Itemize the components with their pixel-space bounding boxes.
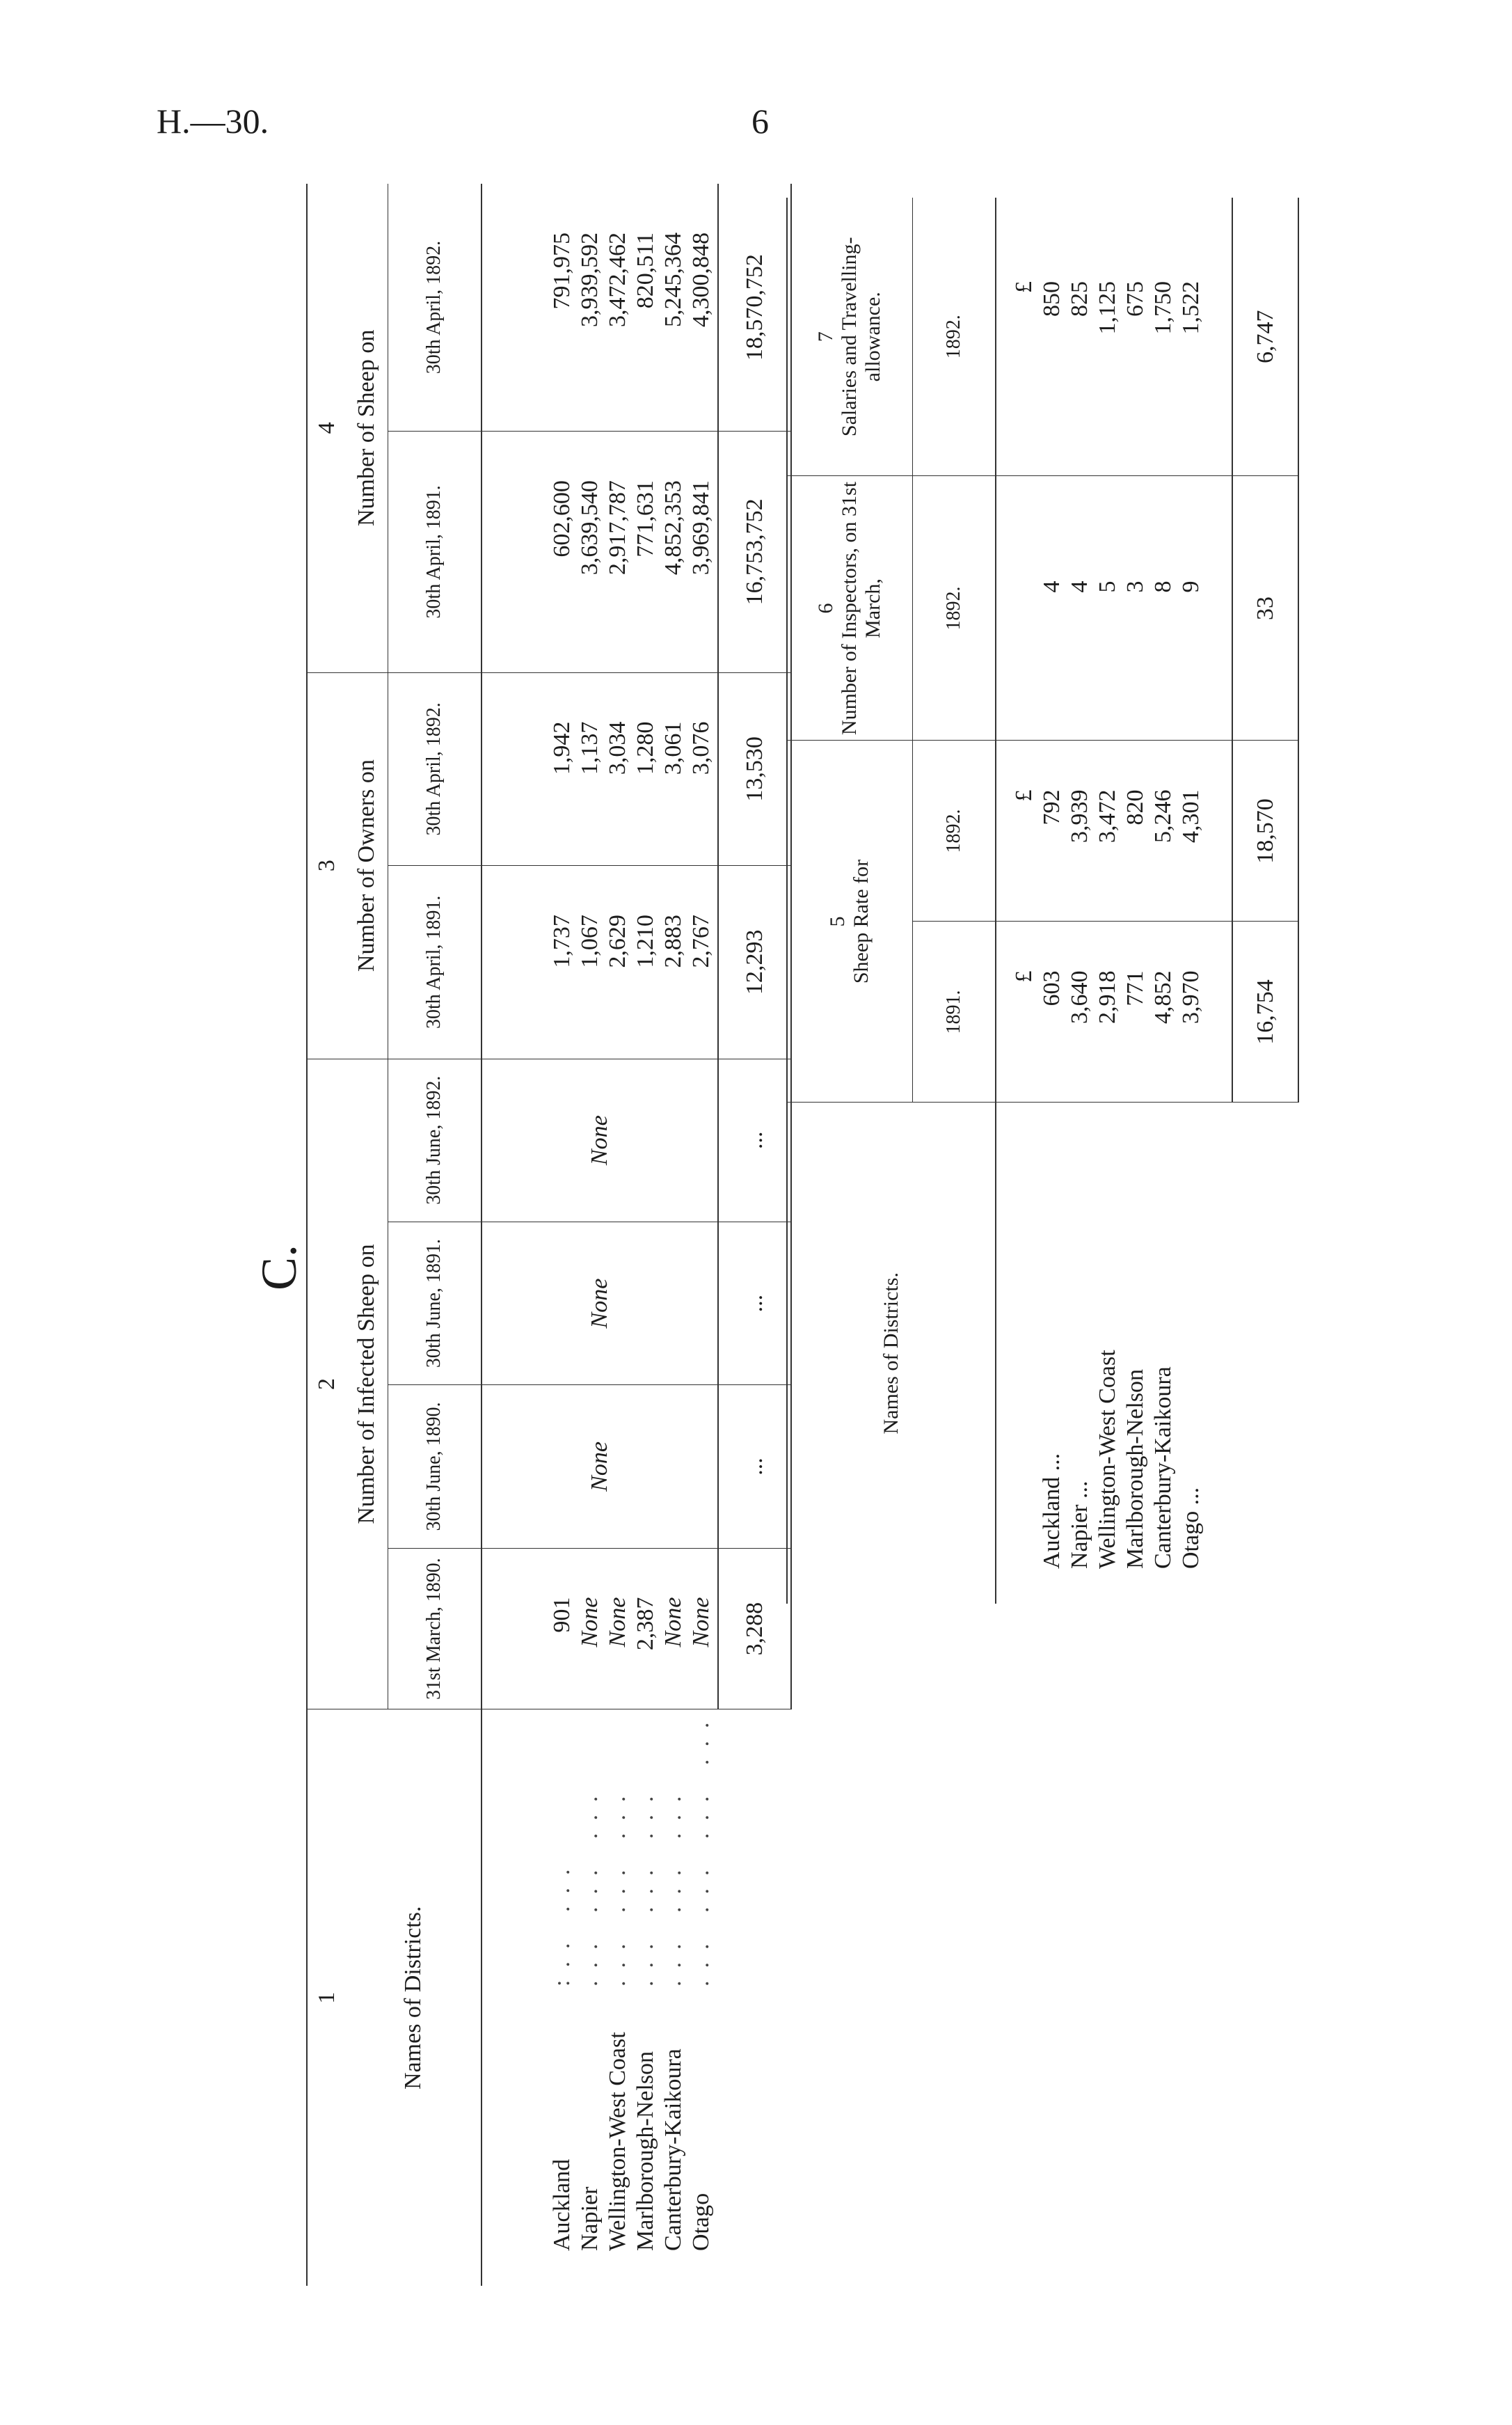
currency-symbol: £ — [1011, 789, 1037, 802]
col-number-7: 7 — [814, 331, 838, 342]
district-name: Napier — [577, 2186, 603, 2251]
col-number-6: 6 — [814, 603, 838, 614]
district-name: Auckland ... — [1039, 1453, 1065, 1569]
salaries-header: 7 Salaries and Travelling-allowance. — [787, 198, 912, 476]
infected-jun-1892: None — [482, 1059, 718, 1222]
rate-header: 5 Sheep Rate for — [787, 741, 912, 1103]
district-name: Otago ... — [1178, 1487, 1204, 1569]
district-name: Napier ... — [1067, 1480, 1092, 1569]
district-name: Wellington-West Coast — [1095, 1350, 1120, 1569]
district-name: Auckland — [549, 2158, 575, 2251]
col-header: 1892. — [912, 741, 996, 922]
col-header: 30th April, 1891. — [388, 432, 482, 673]
total-infected-mar-1890: 3,288 — [718, 1548, 791, 1709]
col-header: 30th April, 1892. — [388, 184, 482, 432]
col-number-1: 1 — [307, 1709, 346, 2286]
currency-symbol: £ — [1011, 970, 1037, 983]
col-header: 1891. — [912, 922, 996, 1103]
rate-1891-values: £ 603 3,640 2,918 771 4,852 3,970 — [996, 922, 1232, 1103]
owners-1892-values: 1,942 1,137 3,034 1,280 3,061 3,076 — [482, 672, 718, 865]
district-name: Wellington-West Coast — [605, 2032, 630, 2251]
col-header: 31st March, 1890. — [388, 1548, 482, 1709]
total-owners-1891: 12,293 — [718, 866, 791, 1059]
total-salaries: 6,747 — [1232, 198, 1298, 476]
col-header: 30th April, 1892. — [388, 672, 482, 865]
sheep-header: Number of Sheep on — [346, 184, 388, 672]
rate-1892-values: £ 792 3,939 3,472 820 5,246 4,301 — [996, 741, 1232, 922]
page-number: 6 — [751, 102, 769, 141]
district-name: Canterbury-Kaikoura — [1150, 1366, 1176, 1569]
col-header: 1892. — [912, 476, 996, 741]
col-header: 30th June, 1892. — [388, 1059, 482, 1222]
col-header: 1892. — [912, 198, 996, 476]
total-infected-jun-1891: ... — [718, 1222, 791, 1384]
infected-mar-1890-values: 901 None None 2,387 None None — [482, 1548, 718, 1709]
sheep-1892-values: 791,975 3,939,592 3,472,462 820,511 5,245,364 4,300,848 — [482, 184, 718, 432]
total-rate-1892: 18,570 — [1232, 741, 1298, 922]
sheep-statistics-table — [306, 184, 792, 2286]
district-names: Auckland :.. ... Napier ... ... ... Wellington-West Coast ... ... ... Marlborough-Nelson ... ... ... Canterbury-Kaikoura ... ... ... Otago ... ... ... ... — [482, 1709, 718, 2286]
total-sheep-1891: 16,753,752 — [718, 432, 791, 673]
names-header: Names of Districts. — [400, 1906, 426, 2090]
total-rate-1891: 16,754 — [1232, 922, 1298, 1103]
inspectors-header: 6 Number of Inspectors, on 31st March, — [787, 476, 912, 741]
owners-1891-values: 1,737 1,067 2,629 1,210 2,883 2,767 — [482, 866, 718, 1059]
rates-inspectors-table — [786, 198, 1299, 1604]
col-header: 30th April, 1891. — [388, 866, 482, 1059]
sheep-1891-values: 602,600 3,639,540 2,917,787 771,631 4,852,353 3,969,841 — [482, 432, 718, 673]
col-number-5: 5 — [826, 916, 850, 927]
owners-header: Number of Owners on — [346, 672, 388, 1059]
district-name: Canterbury-Kaikoura — [660, 2048, 686, 2251]
inspectors-values: 4 4 5 3 8 9 — [996, 476, 1232, 741]
total-sheep-1892: 18,570,752 — [718, 184, 791, 432]
infected-jun-1890: None — [482, 1385, 718, 1548]
total-owners-1892: 13,530 — [718, 672, 791, 865]
col-number-3: 3 — [307, 672, 346, 1059]
total-infected-jun-1890: ... — [718, 1385, 791, 1548]
page-reference: H.—30. — [157, 102, 269, 141]
infected-header: Number of Infected Sheep on — [346, 1059, 388, 1709]
col-number-2: 2 — [307, 1059, 346, 1709]
section-letter: C. — [251, 1244, 307, 1290]
col-number-4: 4 — [307, 184, 346, 672]
district-name: Marlborough-Nelson — [632, 2051, 658, 2251]
infected-jun-1891: None — [482, 1222, 718, 1384]
district-names-2 — [996, 1103, 1232, 1604]
names-header-2: Names of Districts. — [787, 1103, 996, 1604]
district-name: Marlborough-Nelson — [1122, 1368, 1148, 1569]
total-infected-jun-1892: ... — [718, 1059, 791, 1222]
district-name: Otago — [688, 2193, 714, 2251]
salaries-values: £ 850 825 1,125 675 1,750 1,522 — [996, 198, 1232, 476]
col-header: 30th June, 1891. — [388, 1222, 482, 1384]
col-header: 30th June, 1890. — [388, 1385, 482, 1548]
currency-symbol: £ — [1011, 281, 1037, 293]
total-inspectors: 33 — [1232, 476, 1298, 741]
